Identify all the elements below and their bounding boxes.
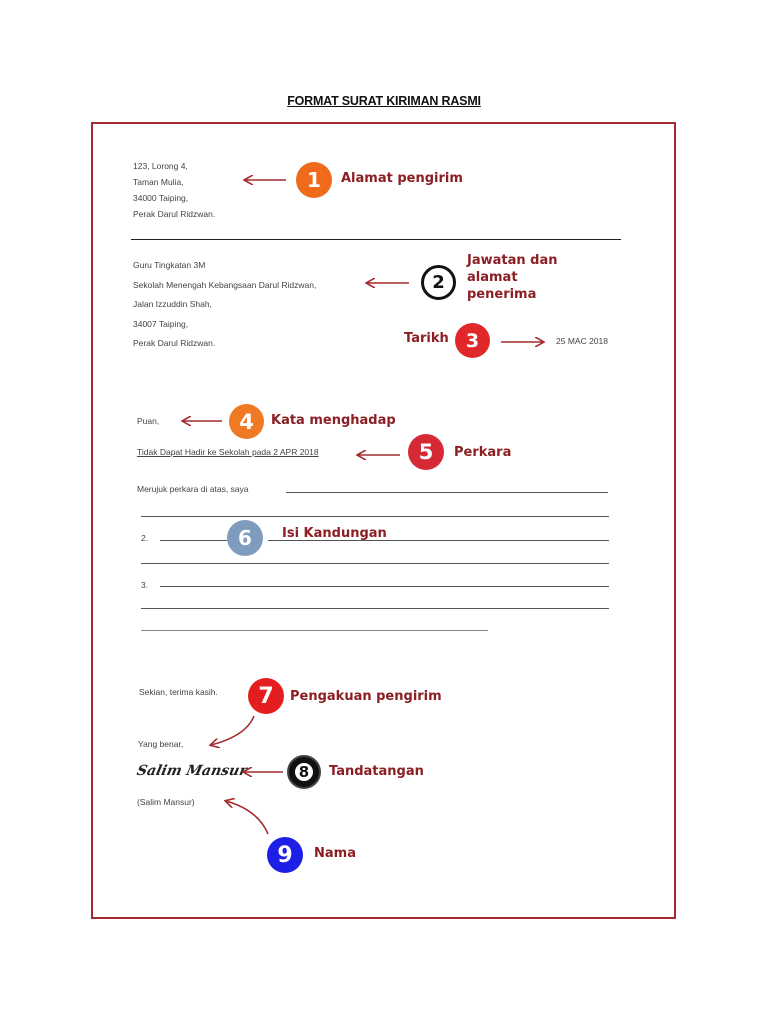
badge-8-icon: 8	[287, 755, 321, 789]
closing: Sekian, terima kasih.	[139, 687, 218, 697]
badge-7-icon: 7	[248, 678, 284, 714]
label-alamat-pengirim: Alamat pengirim	[341, 171, 463, 186]
recipient-address-line: Sekolah Menengah Kebangsaan Darul Ridzwan,	[133, 279, 317, 290]
yours-faithfully: Yang benar,	[138, 739, 184, 749]
signature: Salim Mansur	[135, 763, 249, 779]
label-perkara: Perkara	[454, 445, 512, 460]
arrow-7-icon	[211, 716, 254, 745]
page-title: FORMAT SURAT KIRIMAN RASMI	[287, 94, 481, 108]
recipient-address-line: 34007 Taiping,	[133, 318, 189, 329]
label-nama: Nama	[314, 846, 356, 861]
badge-6-icon: 6	[227, 520, 263, 556]
subject-line: Tidak Dapat Hadir ke Sekolah pada 2 APR 2018	[137, 447, 319, 457]
body-opening: Merujuk perkara di atas, saya	[137, 484, 249, 494]
recipient-address-line: Guru Tingkatan 3M	[133, 260, 206, 270]
badge-5-icon: 5	[408, 434, 444, 470]
body-item-number: 2.	[141, 533, 149, 543]
label-isi-kandungan: Isi Kandungan	[282, 526, 387, 541]
badge-4-icon: 4	[229, 404, 264, 439]
sender-address-line: Perak Darul Ridzwan.	[133, 209, 216, 219]
arrow-9-icon	[226, 801, 268, 834]
sender-name: (Salim Mansur)	[137, 797, 195, 807]
recipient-address-line: Jalan Izzuddin Shah,	[133, 299, 212, 309]
letter-date: 25 MAC 2018	[556, 336, 608, 346]
badge-2-icon: 2	[421, 265, 456, 300]
label-kata-menghadap: Kata menghadap	[271, 413, 396, 428]
sender-address-line: 34000 Taiping,	[133, 193, 189, 203]
salutation: Puan,	[137, 416, 160, 426]
sender-address-line: Taman Mulia,	[133, 177, 184, 187]
badge-3-icon: 3	[455, 323, 490, 358]
label-tandatangan: Tandatangan	[329, 764, 424, 779]
label-jawatan-alamat-penerima: Jawatan dan alamat penerima	[467, 253, 558, 302]
label-tarikh: Tarikh	[404, 331, 449, 346]
label-pengakuan-pengirim: Pengakuan pengirim	[290, 689, 442, 704]
badge-9-icon: 9	[267, 837, 303, 873]
body-item-number: 3.	[141, 580, 149, 590]
badge-1-icon: 1	[296, 162, 332, 198]
recipient-address-line: Perak Darul Ridzwan.	[133, 338, 216, 348]
sender-address-line: 123, Lorong 4,	[133, 161, 188, 171]
